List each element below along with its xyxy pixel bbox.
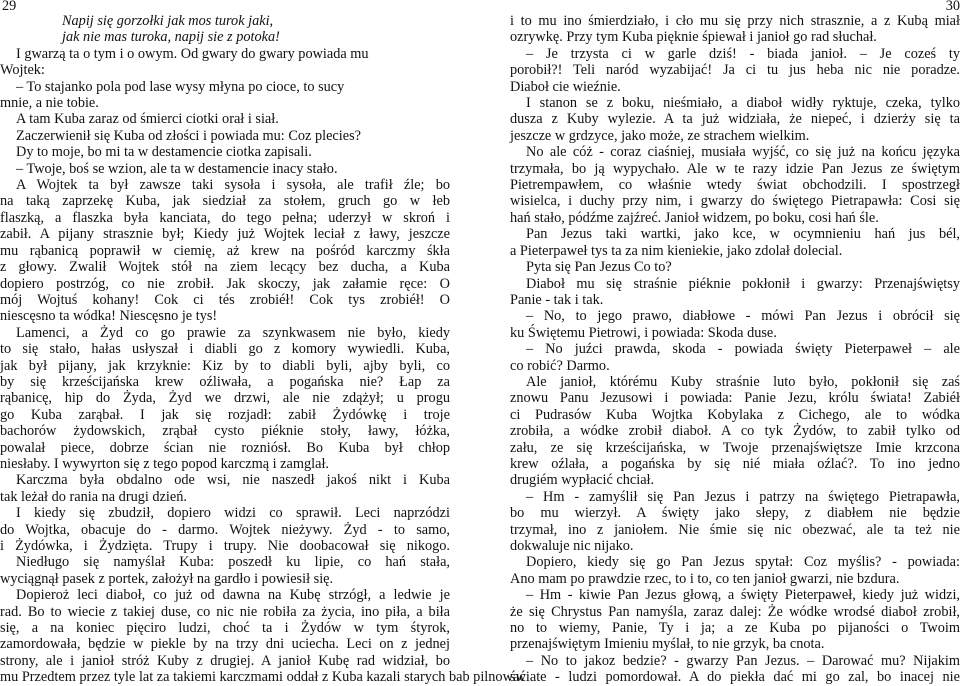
text-line: Dy to moje, bo mi ta w destamencie ciotka zapisali. [16, 144, 312, 161]
text-line: mój Wojtuś kohany! Cok ci tés zrobiéł! Cok tys zrobiéł! O [0, 291, 450, 308]
text-line: jak nie mas turoka, napij sie z potoka! [62, 29, 280, 46]
text-line: jak był pijany, jak krzyknie: Kiz by to diabli byli, ajby byli, co [0, 357, 450, 374]
text-line: – Je trzysta ci w garle dziś! - biada janioł. – Je coześ ty [526, 45, 960, 62]
text-line: Diaboł mu się straśnie piéknie pokłonił i gwarzy: Przenajświętsy [526, 275, 960, 292]
text-line: go Kuba zarąbał. I jak się rozjadł: zabił Żydówkę i troje [0, 406, 450, 423]
text-line: no to wiemy, Panie, Ty i ja; a ze Kuba po pijaności o Twoim [510, 620, 960, 637]
text-line: Lamenci, a Żyd co go prawie za szynkwasem nie było, kiedy [16, 324, 450, 341]
text-line: – No to jakoz bedzie? - gwarzy Pan Jezus. – Darować mu? Nijakim [526, 652, 960, 669]
text-line: Ano mam po prawdzie rzec, to i to, co ten janioł gwarzi, nie bzdura. [510, 570, 900, 587]
text-line: Pietrempawłem, co właśnie wtedy świat obchodzili. I spostrzegł [510, 177, 960, 194]
text-line: Zaczerwienił się Kuba od złości i powiada mu: Coz plecies? [16, 127, 361, 144]
text-line: – No, to jego prawo, diabłowe - mówi Pan Jezus i obrócił się [526, 308, 960, 325]
text-line: trzymała, bo ją wypychało. Ale w te razy idzie Pan Jezus ze świętym [510, 160, 960, 177]
text-line: mu Przedtem przez tyle lat za takiemi karczmami oddał z Kuba kazali starych bab pilnować [0, 669, 526, 686]
text-line: flaszką, a flaszka była kanciata, do tego pełna; uderzył w skroń i [0, 209, 450, 226]
text-line: z głowy. Zwalił Wojtek stół na ziem lecący bez ducha, a Kuba [0, 259, 450, 276]
text-line: i to mu ino śmierdziało, i cło mu się przy nich strasznie, a z Kubą miał [510, 13, 960, 29]
text-line: – Twoje, boś se wzion, ale ta w destamencie inacy stało. [16, 160, 338, 177]
text-line: dokwaluje nic nijako. [510, 538, 634, 554]
text-line: – Hm - kiwie Pan Jezus głową, a święty Pieterpaweł, kiedy już widzi, [526, 587, 960, 604]
text-line: przenajświętym Imieniu myślał, to nie grzyk, ba cnota. [510, 636, 825, 653]
text-line: niescęsno ta wódka! Niescęsno je tys! [0, 308, 218, 325]
text-line: a Pieterpaweł tys ta za nim kieniekie, jako zdolał dolecial. [510, 242, 843, 259]
text-line: A Wojtek ta był zawsze taki sysoła i sysoła, ale trafił źle; bo [16, 177, 450, 194]
text-line: świate - ludzi pomordował. A do piekła dać mi go zal, bo inacej nie [510, 669, 960, 686]
text-line: bachorów żydowskich, zrąbał cysto piéknie stoły, ławy, łóżka, [0, 423, 450, 440]
text-line: Niedługo się namyślał Kuba: poszedł ku lipie, co hań stała, [16, 554, 450, 571]
text-line: bo mu wierzył. A święty jako słepy, z diabłem nie będzie [510, 505, 960, 522]
text-line: że się Chrystus Pan namyśla, zaraz dalej: Że wódke wrodsé diaboł zrobił, [510, 603, 960, 620]
text-line: rąbanicę, hip do Żyda, Żyd we drzwi, ale nie zdążył; u progu [0, 390, 450, 407]
left-page-text [0, 13, 526, 686]
text-line: co robić? Darmo. [510, 357, 610, 374]
text-line: – No juźci prawda, skoda - powiada święty Pieterpaweł – ale [526, 341, 960, 358]
page-number-left: 29 [2, 0, 17, 14]
text-line: I gwarzą ta o tym i o owym. Od gwary do gwary powiada mu [16, 45, 369, 62]
text-line: No ale cóż - coraz ciaśniej, musiała wyjść, co się już na końcu języka [526, 144, 960, 161]
text-line: dopiero postrzóg, co nie zrobił. Jak skoczy, jak załamie ręce: O [0, 275, 450, 292]
text-line: i Żydówka, i Żydzięta. Trupy i trupy. Nie doobacował się nikogo. [0, 538, 450, 554]
text-line: ozrywkę. Przy tym Kuba pięknie śpiewał i janioł go rad słuchał. [510, 29, 877, 46]
text-line: Napij się gorzołki jak mos turok jaki, [62, 13, 274, 29]
text-line: ku Świętemu Pietrowi, i powiada: Skoda duse. [510, 324, 777, 341]
page-number-right: 30 [945, 0, 960, 14]
text-line: niesłaby. I wywyrton się z tego popod karczmą i zamglał. [0, 455, 329, 472]
text-line: do Wojtka, obacuje do - darmo. Wojtek nieżywy. Żyd - to samo, [0, 521, 450, 538]
text-line: zamordowała, będzie w piekle by na trzy dni uciecha. Leci on z jednej [0, 636, 450, 653]
text-line: A tam Kuba zaraz od śmierci ciotki orał i siał. [16, 111, 279, 128]
text-line: tak leżał do rania na drugi dzień. [0, 488, 187, 505]
text-line: Dopiero, kiedy się go Pan Jezus spytał: Coz myślis? - powiada: [526, 554, 960, 571]
text-line: to się stało, hałas usłyszał i diabli go z komory wywiedli. Kuba, [0, 341, 450, 358]
right-page-text [510, 13, 960, 686]
text-line: by się krześcijańska krew oźliwała, a pogańska nie? Łap za [0, 373, 450, 390]
text-line: Karczma była obdalno ode wsi, nie naszedł jakoś nikt i Kuba [16, 472, 450, 489]
text-line: rad. Bo to wiecie z takiej duse, co nic nie robiła za życia, ino piła, a biła [0, 603, 450, 620]
text-line: I stanon se z boku, nieśmiało, a diaboł widły ryktuje, czeka, tylko [526, 95, 960, 112]
text-line: I kiedy się zbudził, dopiero widzi co sprawił. Leci naprzódzi [16, 505, 450, 522]
text-line: Pyta się Pan Jezus Co to? [526, 259, 672, 276]
text-line: Wojtek: [0, 62, 45, 79]
text-line: zabił. A pijany strasznie był; Kiedy już Wojtek leciał z ławy, jeszcze [0, 226, 450, 243]
text-line: jeszcze w grdzyce, jako może, ze strachem wielkim. [510, 127, 810, 144]
text-line: porobił?! Teli naród wyzabijać! Ja ci tu jus heba nic nie poradze. [510, 62, 960, 79]
text-line: wisielca, i duchy przy nim, i gwarzy do świętego Pietrapawła: Cosi się [510, 193, 960, 210]
text-line: strony, ale i janioł stróż Kuby z drugiej. A janioł Kubę rad widział, bo [0, 652, 450, 669]
text-line: dusza z Kuby wylezie. A ta już widziała, że niepeć, i dzierży się ta [510, 111, 960, 128]
text-line: znowu Panu Jezusowi i powiada: Panie Jezu, królu świata! Zabiéł [510, 390, 960, 407]
text-line: Dopieroż leci diaboł, co już od dawna na Kubę strzógł, a ledwie je [16, 587, 450, 604]
text-line: mu rąbanicą poprawił w ciemię, aż krew na pośród karczmy śkła [0, 242, 450, 259]
text-line: zrobiła, a wódke zrobił diaboł. A co tyk Żydów, to zabił tylko od [510, 423, 960, 440]
text-line: Ale janioł, którému Kuby straśnie luto było, pokłonił się zaś [526, 373, 960, 390]
text-line: zału, ze się krześcijańska, w Twoje przenajświętsze Imie krzcona [510, 439, 960, 456]
text-line: drugiém wypłacić chciał. [510, 472, 655, 489]
text-line: wyciągnął pasek z portek, założył na gardło i powiesił się. [0, 570, 334, 587]
text-line: trzymał, ino z janiołem. Nie śmie się nic obezwać, ale ta też nie [510, 521, 960, 538]
text-line: na taką zaprzekę Kuba, jak siedział za stołem, gruch go w łeb [0, 193, 450, 210]
text-line: krew oźlała, a pogańska by się nié miała oźlać?. To ino jedno [510, 455, 960, 472]
text-line: – Hm - zamyślił się Pan Jezus i patrzy na świętego Pietrapawła, [526, 488, 960, 505]
text-line: hań stało, pódźme zajźreć. Janioł widzem, po boku, cosi hań śle. [510, 209, 879, 226]
text-line: Pan Jezus taki wartki, jako kce, w ocymnieniu hań jus bél, [526, 226, 960, 243]
right-page [510, 0, 960, 686]
text-line: się, a na koniec pięciro ludzi, choć ta i Żydów w tym śtyrok, [0, 620, 450, 637]
text-line: – To stajanko pola pod lase wysy młyna po cioce, to sucy [16, 78, 345, 95]
text-line: mnie, a nie tobie. [0, 95, 99, 112]
text-line: Diaboł cie wieźnie. [510, 78, 621, 95]
text-line: powalał piece, dobrze ścian nie rozniósł. Bo Kuba był chłop [0, 439, 450, 456]
text-line: ci Pudrasów Kuba Wojtka Kobylaka z Cichego, ale to wódka [510, 406, 960, 423]
text-line: Panie - tak i tak. [510, 291, 604, 308]
